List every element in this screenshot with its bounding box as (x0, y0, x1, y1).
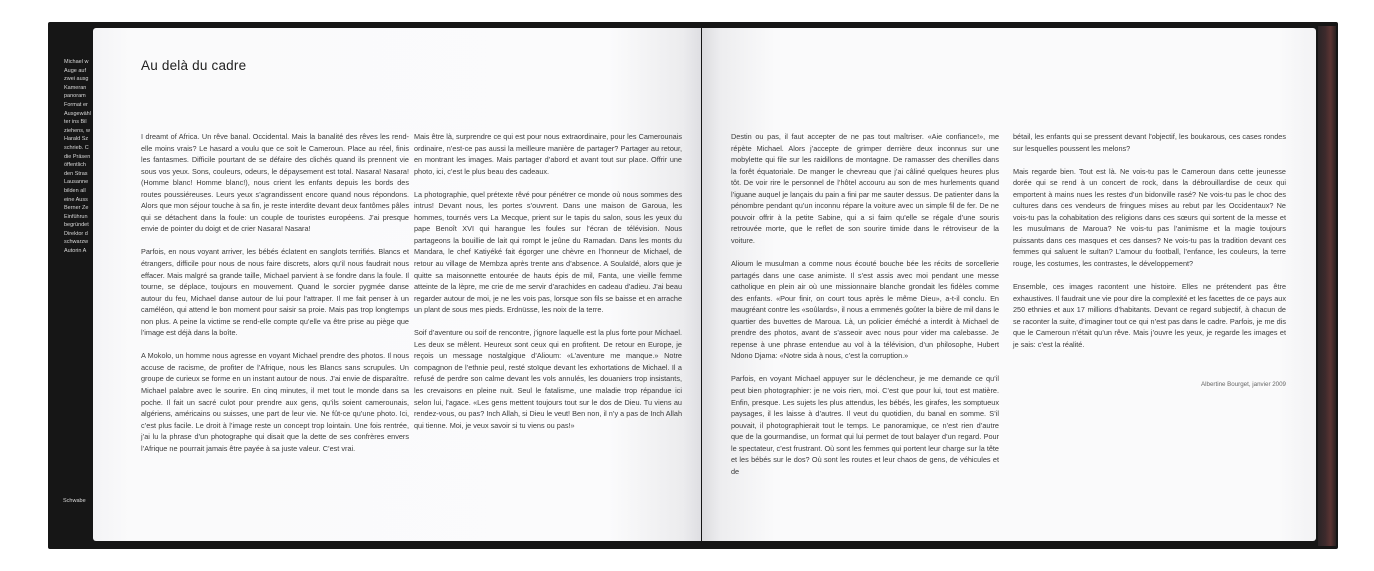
back-page-edge-text (64, 58, 94, 255)
paragraph: bétail, les enfants qui se pressent devant l’objectif, les boukarous, ces cases rondes sur lesquelles poussent les melons? (1013, 132, 1286, 153)
paragraph: Soif d’aventure ou soif de rencontre, j’ignore laquelle est la plus forte pour Michael. Les deux se mêlent. Heureux sont ceux qui en profitent. De retour en Europe, je reçois un message nostalgique d’Alioum: «L’aventure me manque.» Notre compagnon de l’ethnie peul, resté stoïque devant les exhortations de Michael. Il a refusé de perdre son calme devant les vols annulés, les douaniers trop insistants, les crevaisons en pleine nuit. Seul le fatalisme, une maladie trop répandue ici selon lui, l’agace. «Les gens mettent toujours tout sur le dos de Dieu. Tu viens au rendez-vous, ou pas? Inch Allah, si Dieu le veut! Ben non, il n’y a pas de Inch Allah qui tienne. Moi, je veux savoir si tu viens ou pas!» (414, 328, 682, 430)
text-column-3 (731, 131, 999, 477)
paragraph: Parfois, en voyant Michael appuyer sur le déclencheur, je me demande ce qu’il peut bien photographier: je ne vois rien, moi. C’est que pour lui, tout est matière. Enfin, presque. Les sujets les plus attendus, les bébés, les girafes, les somptueux paysages, il les laisse à d’autres. Il veut du quotidien, du banal en somme. S’il pouvait, il photographierait tout le temps. Le panoramique, ce n’est rien d’autre que de la gourmandise, un format qui lui permet de tout balayer d’un regard. Pour le spectateur, c’est frustrant. Où sont les femmes qui portent leur charge sur la tête et les bébés sur le dos? Où sont les routes et leur chaos de gens, de véhicules et de (731, 374, 999, 476)
text-column-2 (414, 131, 682, 431)
paragraph: A Mokolo, un homme nous agresse en voyant Michael prendre des photos. Il nous accuse de racisme, de profiter de l’Afrique, nous les Blancs sans scrupules. Un groupe de curieux se forme en un instant autour de nous. J’ai envie de disparaître. Michael palabre avec le sourire. En cinq minutes, il met tout le monde dans sa poche. Il fait un sacré culot pour prendre aux gens, qu’ils soient camerounais, algériens, américains ou suisses, une part de leur vie. Ne fût-ce qu’une photo. Ici, c’est plus facile. Le droit à l’image reste un concept trop lointain. Une fois rentrée, j’ai lu la phrase d’un photographe qui disait que la dette de ses confrères envers l’Afrique ne pourrait jamais être payée à sa juste valeur. C’est vrai. (141, 351, 409, 453)
edge-text-line: Format er (64, 101, 88, 108)
edge-text-line: eine Auss (64, 196, 88, 203)
edge-text-line: Michael w (64, 59, 89, 65)
paragraph: Ensemble, ces images racontent une histoire. Elles ne prétendent pas être exhaustives. Il faudrait une vie pour dire la complexité et les facettes de ce pays aux 250 ethnies et aux 17 millions d’habitants. Devant ce regard subjectif, à chacun de se raconter la suite, d’imaginer tout ce qui n’est pas dans le cadre. Parfois, je me dis que le Cameroun n’était qu’un rêve. Mais j’ouvre les yeux, je regarde les images et je sais: c’est la réalité. (1013, 282, 1286, 349)
edge-text-line: Direktor d (64, 230, 88, 237)
edge-text-line: bilden all (64, 187, 86, 194)
text-column-1 (141, 131, 409, 454)
edge-text-line: Einführun (64, 213, 88, 220)
back-page-edge-footer: Schwabe (63, 498, 86, 504)
edge-text-line: schrieb. C (64, 144, 89, 151)
paragraph: Mais regarde bien. Tout est là. Ne vois-tu pas le Cameroun dans cette jeunesse dorée qui se rend à un concert de rock, dans la débrouillardise de ceux qui emportent à mains nues les restes d’un bidonville rasé? Ne vois-tu pas le choc des cultures dans ces vendeurs de fringues mises au rebut par les Occidentaux? Ne vois-tu pas la cohabitation des religions dans ces sœurs qui sortent de la messe et les musulmans de Maroua? Ne vois-tu pas l’animisme et la magie toujours puissants dans ces masques et ces danses? Ne vois-tu pas la tradition devant ces femmes qui saluent le sultan? L’amour du football, l’enfance, les couleurs, la terre rouge, les costumes, les contrastes, le développement? (1013, 166, 1286, 269)
text-column-4 (1013, 131, 1286, 350)
paragraph: Alioum le musulman a comme nous écouté bouche bée les récits de sorcellerie partagés dans une case animiste. Il s’est assis avec moi pendant une messe catholique en plein air où une missionnaire blanche grondait les fidèles comme des enfants. «Pour finir, on court tous après le même Dieu», a-t-il conclu. En maugréant contre les «soûlards», il nous a emmenés goûter la bière de mil dans le quartier des buvettes de Maroua. Là, un policier éméché a interdit à Michael de prendre des photos, avant de s’asseoir avec nous pour vider ma calebasse. Je repense à une phrase entendue au vol à la télévision, d’un philosophe, Hubert Ndono Djama: «Notre sida à nous, c’est la corruption.» (731, 259, 999, 361)
edge-text-line: ziehens, w (64, 127, 90, 134)
book-cover-edge (1318, 26, 1336, 546)
edge-text-line: die Präsen (64, 153, 91, 160)
edge-text-line: zwei ausg (64, 76, 89, 83)
edge-text-line: schwarzw (64, 239, 89, 246)
edge-text-line: den Stras (64, 170, 88, 177)
chapter-heading: Au delà du cadre (141, 58, 247, 73)
edge-text-line: begründet (64, 222, 89, 229)
paragraph: La photographie, quel prétexte rêvé pour pénétrer ce monde où nous sommes des intrus! Devant nous, les portes s’ouvrent. Dans une maison de Garoua, les hommes, tournés vers La Mecque, prient sur le tapis du salon, sous les yeux du pape Benoît XVI qui harangue les foules sur l’écran de télévision. Nous partageons la bouillie de lait qui rompt le jeûne du Ramadan. Dans les monts du Mandara, le chef Katiyéké fait égorger une chèvre en l’honneur de Michael, de retour au village de Membza après trente ans d’absence. A Soulaïdé, alors que je quitte sa maisonnette entourée de hauts épis de mil, Fanta, une vieille femme atteinte de la lèpre, me crie de me servir d’arachides en cadeau d’adieu. J’ai beau regarder autour de moi, je ne les vois pas, lorsque son fils se baisse et en arrache un plant de sous mes pieds. Erdnüsse, les noix de la terre. (414, 189, 682, 315)
edge-text-line: Ausgewähl (64, 110, 91, 117)
author-signature: Albertine Bourget, janvier 2009 (1201, 381, 1286, 388)
paragraph: Parfois, en nous voyant arriver, les bébés éclatent en sanglots terrifiés. Blancs et étrangers, difficile pour nous de nous faire discrets, alors qu’il nous faudrait nous effacer. Mais malgré sa grande taille, Michael parvient à se fondre dans la foule. Il tourne, se déplace, toujours en mouvement. Quand le sorcier pygmée danse autour du feu, Michael danse autour de lui pour l’attraper. Il me fait penser à un caméléon, qui attend le bon moment pour saisir sa proie. Mais pas trop longtemps non plus. A peine la victime se rend-elle compte qu’elle va être prise au piège que l’image est déjà dans la boîte. (141, 247, 409, 338)
edge-text-line: ter ins Bil (64, 119, 87, 126)
paragraph: I dreamt of Africa. Un rêve banal. Occidental. Mais la banalité des rêves les rend-elle moins vrais? Le hasard a voulu que ce soit le Cameroun. Place au réel, finis les fantasmes. Difficile pourtant de se défaire des clichés quand ils prennent vie sous vos yeux. Sons, couleurs, odeurs, le dépaysement est total. Nasara! Nasara! (Homme blanc! Homme blanc!), nous crient les enfants depuis les bords des routes poussiéreuses. Leurs yeux s’agrandissent encore quand nous répondons. Alors que mon séjour touche à sa fin, je reste interdite devant deux fantômes pâles qui se détachent dans la foule: un couple de touristes européens. J’ai presque envie de pointer du doigt et de crier Nasara! Nasara! (141, 132, 409, 234)
paragraph: Mais être là, surprendre ce qui est pour nous extraordinaire, pour les Camerounais ordinaire, n’est-ce pas aussi la meilleure manière de partager? Partager au retour, en montrant les images. Mais partager d’abord et avant tout sur place. Offrir une photo, ici, c’est le plus beau des cadeaux. (414, 132, 682, 176)
edge-text-line: Kameran (64, 84, 87, 91)
edge-text-line: öffentlich (64, 162, 86, 169)
edge-text-line: panoram (64, 93, 86, 100)
edge-text-line: Auge auf (64, 67, 87, 74)
edge-text-line: Berner Ze (64, 205, 89, 212)
edge-text-line: Lausanne (64, 179, 89, 186)
edge-text-line: Autorin A (64, 248, 87, 255)
edge-text-line: Harald Sz (64, 136, 89, 143)
paragraph: Destin ou pas, il faut accepter de ne pas tout maîtriser. «Aie confiance!», me répète Michael. Alors j’accepte de grimper derrière deux inconnus sur une mobylette qui file sur les raidillons de montagne. De ramasser des chenilles dans la forêt équatoriale. De manger le chevreau que j’ai câliné quelques heures plus tôt. De voir rire le personnel de l’hôtel accouru au son de mes hurlements quand l’iguane auquel je lançais du pain a fini par me sauter dessus. De patienter dans la pénombre pendant qu’un inconnu répare la voiture avec un simple fil de fer. De ne pouvoir offrir à la petite Sabine, qui a si faim qu’elle se régale d’une souris retrouvée morte, que le reflet de son sourire timide dans le rétroviseur de la voiture. (731, 132, 999, 245)
